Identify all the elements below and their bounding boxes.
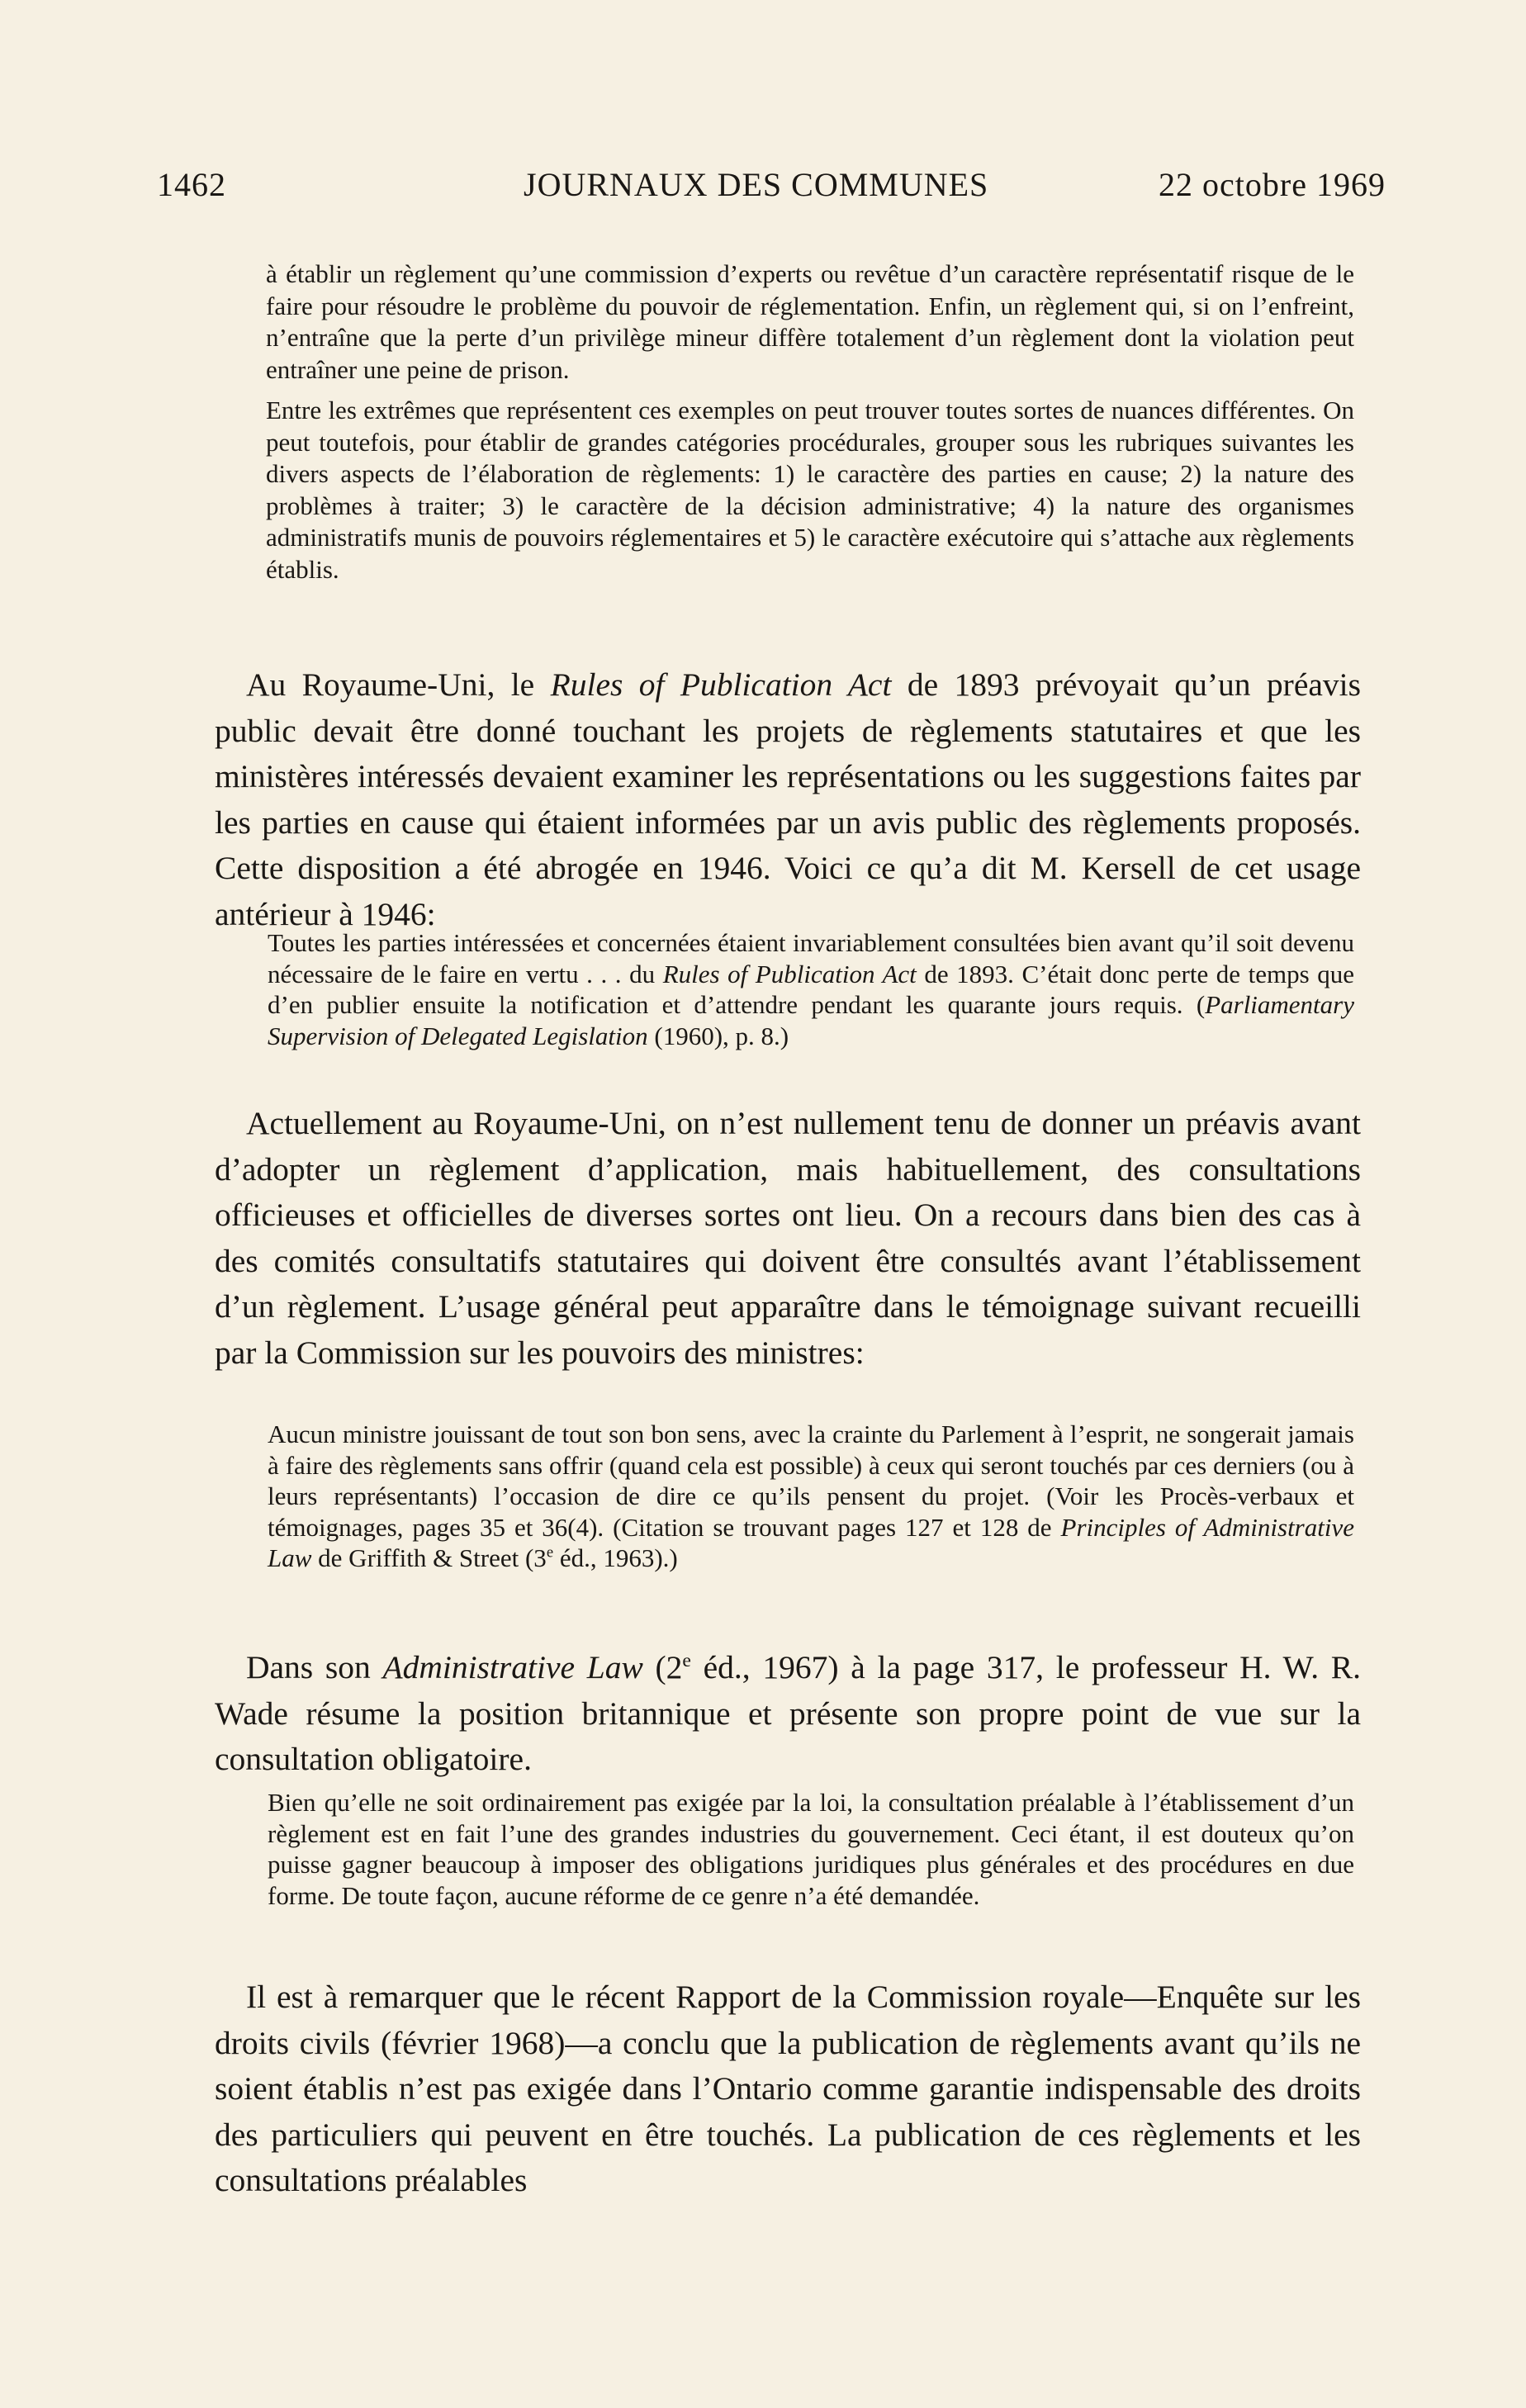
quote-ministers <box>268 1419 1354 1574</box>
wade-text-start: Dans son <box>246 1649 383 1685</box>
intro-paragraph-1: à établir un règlement qu’une commission d’experts ou revêtue d’un caractère représentatif risque de le faire pour résoudre le problème du pouvoir de réglementation. Enfin, un règlement qui, si on l’enfreint, n’entraîne que la perte d’un privilège mineur diffère totalement d’un règlement dont la violation peut entraîner une peine de prison. <box>266 259 1354 384</box>
quote1-text-b: de 1893. C’était donc perte de temps que d’en publier ensuite la notification et d’attendre pendant les quarante jours requis. ( <box>268 959 1354 1019</box>
page-number: 1462 <box>157 166 226 203</box>
wade-book-title: Administrative Law <box>382 1649 643 1685</box>
quote3-text: Bien qu’elle ne soit ordinairement pas exigée par la loi, la consultation préalable à l’établissement d’un règlement est en fait l’une des grandes industries du gouvernement. Ceci étant, il est douteux qu’on puisse gagner beaucoup à imposer des obligations juridiques plus générales et des procédures en due forme. De toute façon, aucune réforme de ce genre n’a été demandée. <box>268 1788 1354 1910</box>
uk-paragraph <box>215 662 1361 937</box>
header-date: 22 octobre 1969 <box>1159 166 1386 203</box>
quote2-text-b: de Griffith & Street (3 <box>311 1543 547 1572</box>
intro-paragraph-2: Entre les extrêmes que représentent ces exemples on peut trouver toutes sortes de nuances différentes. On peut toutefois, pour établir de grandes catégories procédurales, grouper sous les rubriques suivantes les divers aspects de l’élaboration de règlements: 1) le caractère des parties en cause; 2) la nature des problèmes à traiter; 3) le caractère de la décision administrative; 4) la nature des organismes administratifs munis de pouvoirs réglementaires et 5) le caractère exécutoire qui s’attache aux règlements établis. <box>266 396 1354 584</box>
running-header <box>157 165 1386 215</box>
quote2-text-a: Aucun ministre jouissant de tout son bon sens, avec la crainte du Parlement à l’esprit, ne songerait jamais à faire des règlements sans offrir (quand cela est possible) à ceux qui seront touchés par ces derniers (ou à leurs représentants) l’occasion de dire ce qu’ils pensent du projet. (Voir les Procès-verbaux et témoignages, pages 35 et 36(4). (Citation se trouvant pages 127 et 128 de <box>268 1420 1354 1542</box>
current-paragraph <box>215 1101 1361 1376</box>
wade-edition-superscript: e <box>682 1649 691 1671</box>
uk-text-rest: de 1893 prévoyait qu’un préavis public devait être donné touchant les projets de règlements statutaires et que les ministères intéressés devaient examiner les représentations ou les suggestions faites par les parties en cause qui étaient informées par un avis public des règlements proposés. Cette disposition a été abrogée en 1946. Voici ce qu’a dit M. Kersell de cet usage antérieur à 1946: <box>215 666 1361 932</box>
intro-section <box>266 258 1354 595</box>
wade-text-b: éd., 1967) à la page 317, le professeur H. W. R. Wade résume la position britannique et présente son propre point de vue sur la consultation obligatoire. <box>215 1649 1361 1777</box>
running-title: JOURNAUX DES COMMUNES <box>524 166 989 203</box>
wade-text-a: (2 <box>642 1649 683 1685</box>
quote-wade <box>268 1787 1354 1911</box>
quote2-book-title: Principles of Administrative Law <box>268 1512 1354 1572</box>
quote1-source-title: Parliamentary Supervision of Delegated Legislation <box>268 990 1354 1050</box>
quote2-edition-superscript: e <box>546 1543 554 1562</box>
quote1-text-a: Toutes les parties intéressées et concernées étaient invariablement consultées bien avant qu’il soit devenu nécessaire de le faire en vertu . . . du <box>268 928 1354 988</box>
ontario-paragraph-text: Il est à remarquer que le récent Rapport de la Commission royale—Enquête sur les droits civils (février 1968)—a conclu que la publication de règlements avant qu’ils ne soient établis n’est pas exigée dans l’Ontario comme garantie indispensable des droits des particuliers qui peuvent en être touchés. La publication de ces règlements et les consultations préalables <box>215 1979 1361 2198</box>
quote1-act-title: Rules of Publication Act <box>662 959 917 988</box>
act-title: Rules of Publication Act <box>550 666 892 703</box>
ontario-paragraph <box>215 1974 1361 2204</box>
current-paragraph-text: Actuellement au Royaume-Uni, on n’est nullement tenu de donner un préavis avant d’adopter un règlement d’application, mais habituellement, des consultations officieuses et officielles de diverses sortes ont lieu. On a recours dans bien des cas à des comités consultatifs statutaires qui doivent être consultés avant l’établissement d’un règlement. L’usage général peut apparaître dans le témoignage suivant recueilli par la Commission sur les pouvoirs des ministres: <box>215 1105 1361 1371</box>
quote1-text-c: (1960), p. 8.) <box>647 1021 789 1050</box>
uk-text-start: Au Royaume-Uni, le <box>246 666 551 703</box>
quote2-text-c: éd., 1963).) <box>553 1543 678 1572</box>
quote-kersell <box>268 927 1354 1051</box>
wade-paragraph <box>215 1645 1361 1783</box>
